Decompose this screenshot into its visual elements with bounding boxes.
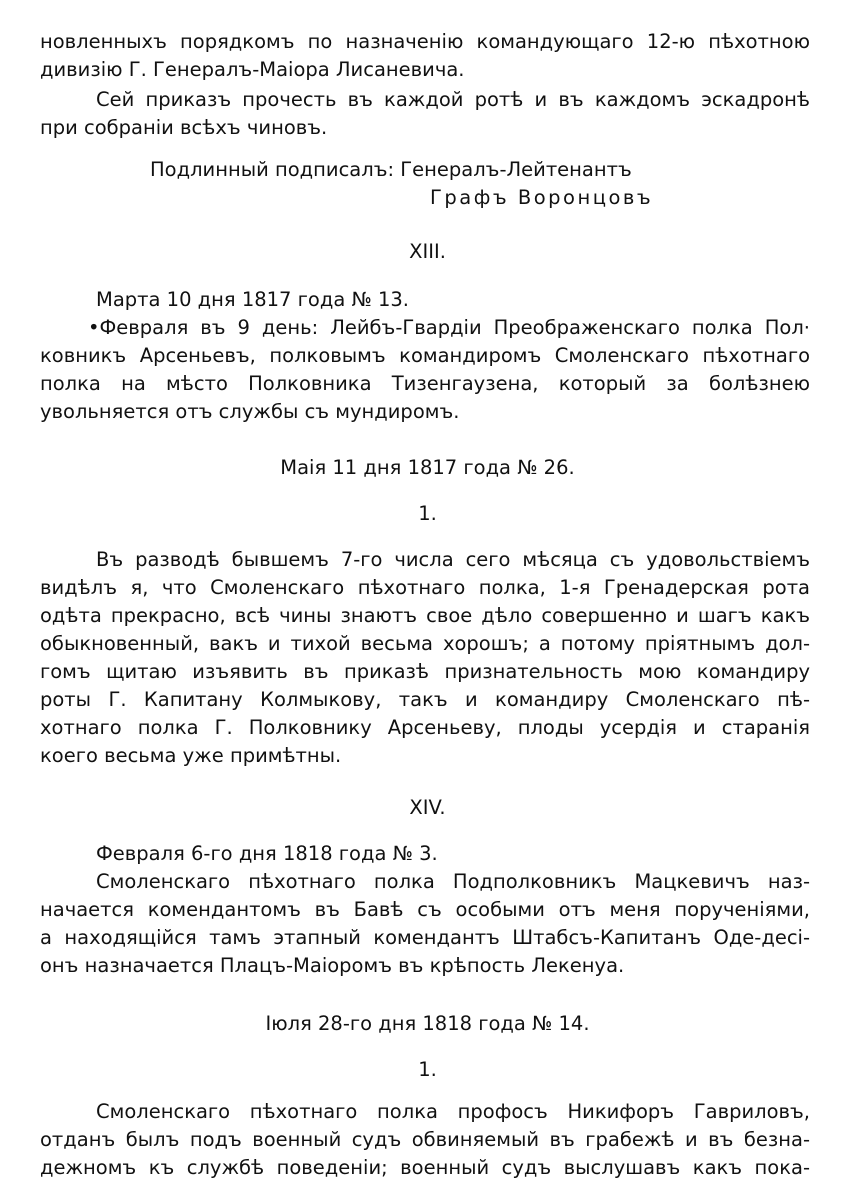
item-number: 1. (418, 1058, 437, 1081)
text-line: хотнаго полка Г. Полковнику Арсеньеву, плоды усердія и старанія (40, 716, 810, 739)
text-line: при собраніи всѣхъ чиновъ. (40, 116, 328, 139)
text-line: Въ разводѣ бывшемъ 7-го числа сего мѣсяца съ удовольствіемъ (96, 548, 810, 571)
signature-name: Графъ Воронцовъ (430, 186, 654, 209)
text-line: Смоленскаго пѣхотнаго полка профосъ Никифоръ Гавриловъ, (96, 1100, 810, 1123)
section-heading: XIII. (409, 240, 446, 263)
text-line: ковникъ Арсеньевъ, полковымъ командиромъ Смоленскаго пѣхотнаго (40, 344, 810, 367)
text-line: гомъ щитаю изъявить въ приказѣ признательность мою командиру (40, 660, 810, 683)
text-line: •Февраля въ 9 день: Лейбъ-Гвардіи Преображенскаго полка Пол· (88, 316, 810, 339)
text-line: дежномъ къ службѣ поведеніи; военный судъ выслушавъ какъ пока- (40, 1156, 810, 1179)
text-line: обыкновенный, вакъ и тихой весьма хорошъ; а потому пріятнымъ дол- (40, 632, 810, 655)
text-line: коего весьма уже примѣтны. (40, 744, 342, 767)
text-line: видѣлъ я, что Смоленскаго пѣхотнаго полка, 1-я Гренадерская рота (40, 576, 810, 599)
text-line: одѣта прекрасно, всѣ чины знаютъ свое дѣло совершенно и шагъ какъ (40, 604, 810, 627)
text-line: увольняется отъ службы съ мундиромъ. (40, 400, 460, 423)
text-line: дивизію Г. Генералъ-Маіора Лисаневича. (40, 58, 465, 81)
text-line: а находящійся тамъ этапный комендантъ Штабсъ-Капитанъ Оде-десі- (40, 926, 810, 949)
text-line: отданъ былъ подъ военный судъ обвиняемый въ грабежѣ и въ безна- (40, 1128, 810, 1151)
item-number: 1. (418, 502, 437, 525)
text-line: онъ назначается Плацъ-Маіоромъ въ крѣпость Лекенуа. (40, 954, 625, 977)
order-date: Іюля 28-го дня 1818 года № 14. (265, 1012, 590, 1035)
signature-line: Подлинный подписалъ: Генералъ-Лейтенантъ (150, 158, 632, 181)
text-line: начается комендантомъ въ Бавѣ съ особыми отъ меня порученіями, (40, 898, 810, 921)
text-line: Сей приказъ прочесть въ каждой ротѣ и въ каждомъ эскадронѣ (96, 88, 810, 111)
order-date: Февраля 6-го дня 1818 года № 3. (96, 842, 438, 865)
text-line: полка на мѣсто Полковника Тизенгаузена, который за болѣзнею (40, 372, 810, 395)
section-heading: XIV. (409, 796, 446, 819)
order-date: Марта 10 дня 1817 года № 13. (96, 288, 409, 311)
order-date: Маія 11 дня 1817 года № 26. (280, 456, 575, 479)
text-line: новленныхъ порядкомъ по назначенію командующаго 12-ю пѣхотною (40, 30, 810, 53)
text-line: роты Г. Капитану Колмыкову, такъ и командиру Смоленскаго пѣ- (40, 688, 810, 711)
text-line: Смоленскаго пѣхотнаго полка Подполковникъ Мацкевичъ наз- (96, 870, 810, 893)
